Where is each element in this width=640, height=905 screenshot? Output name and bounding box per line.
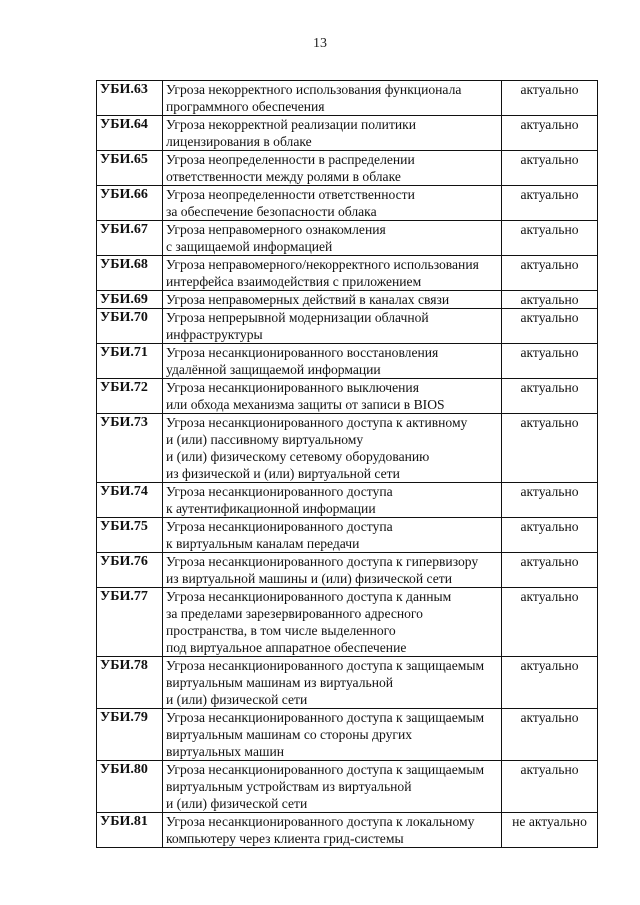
threat-description-line: Угроза несанкционированного выключения [166, 380, 419, 395]
table-row [97, 186, 598, 221]
threat-description-line: пространства, в том числе выделенного [166, 623, 396, 638]
threat-code: УБИ.69 [97, 291, 163, 309]
threat-description [163, 221, 502, 256]
threat-code: УБИ.77 [97, 588, 163, 657]
threat-description-line: виртуальным машинам со стороны других [166, 727, 413, 742]
threat-description-line: к виртуальным каналам передачи [166, 536, 360, 551]
threat-code: УБИ.63 [97, 81, 163, 116]
threat-code: УБИ.75 [97, 518, 163, 553]
threat-description [163, 588, 502, 657]
threat-description [163, 379, 502, 414]
threat-description-line: Угроза несанкционированного доступа к защищаемым [166, 658, 485, 673]
table-row [97, 256, 598, 291]
threat-status: актуально [502, 309, 598, 344]
threat-code: УБИ.71 [97, 344, 163, 379]
threat-description [163, 709, 502, 761]
threat-description [163, 256, 502, 291]
threat-description-line: Угроза некорректного использования функционала [166, 82, 462, 97]
threat-status: актуально [502, 186, 598, 221]
threat-status: актуально [502, 379, 598, 414]
threat-code: УБИ.72 [97, 379, 163, 414]
threat-description-line: Угроза несанкционированного восстановления [166, 345, 439, 360]
threat-status: актуально [502, 81, 598, 116]
threat-description-line: инфраструктуры [166, 327, 263, 342]
table-row [97, 309, 598, 344]
threat-description-line: или обхода механизма защиты от записи в BIOS [166, 397, 445, 412]
threat-description-line: Угроза неправомерного ознакомления [166, 222, 386, 237]
threat-description [163, 414, 502, 483]
threat-status: актуально [502, 709, 598, 761]
threat-description-line: компьютеру через клиента грид-системы [166, 831, 404, 846]
page-number: 13 [313, 36, 327, 51]
threat-code: УБИ.68 [97, 256, 163, 291]
threat-status: актуально [502, 588, 598, 657]
threat-status: актуально [502, 344, 598, 379]
threat-code: УБИ.65 [97, 151, 163, 186]
threat-description-line: Угроза несанкционированного доступа к данным [166, 589, 452, 604]
threat-description-line: Угроза несанкционированного доступа [166, 484, 393, 499]
threat-description-line: к аутентификационной информации [166, 501, 376, 516]
threat-description-line: Угроза неопределенности в распределении [166, 152, 415, 167]
threat-description-line: за обеспечение безопасности облака [166, 204, 377, 219]
threat-status: актуально [502, 483, 598, 518]
threat-description-line: из физической и (или) виртуальной сети [166, 466, 400, 481]
threat-description-line: ответственности между ролями в облаке [166, 169, 401, 184]
table-row [97, 813, 598, 848]
threat-description-line: Угроза несанкционированного доступа к активному [166, 415, 468, 430]
threat-description-line: Угроза непрерывной модернизации облачной [166, 310, 429, 325]
threat-description [163, 309, 502, 344]
threat-description [163, 518, 502, 553]
threat-description-line: виртуальным машинам из виртуальной [166, 675, 394, 690]
table-row [97, 291, 598, 309]
threat-code: УБИ.78 [97, 657, 163, 709]
table-row [97, 518, 598, 553]
threat-status: актуально [502, 116, 598, 151]
threat-status: актуально [502, 256, 598, 291]
threat-status: актуально [502, 657, 598, 709]
threat-description-line: интерфейса взаимодействия с приложением [166, 274, 422, 289]
threats-table-body [97, 81, 598, 848]
threat-description [163, 483, 502, 518]
threat-description-line: Угроза несанкционированного доступа к гипервизору [166, 554, 479, 569]
threat-status: актуально [502, 151, 598, 186]
threat-description-line: Угроза неопределенности ответственности [166, 187, 415, 202]
threat-code: УБИ.66 [97, 186, 163, 221]
threat-description [163, 553, 502, 588]
threat-description-line: из виртуальной машины и (или) физической сети [166, 571, 452, 586]
threat-description [163, 813, 502, 848]
threat-description [163, 291, 502, 309]
threat-description-line: Угроза некорректной реализации политики [166, 117, 417, 132]
threat-description [163, 116, 502, 151]
threat-description [163, 761, 502, 813]
threat-status: актуально [502, 761, 598, 813]
threat-description-line: и (или) физической сети [166, 796, 308, 811]
table-row [97, 761, 598, 813]
threat-code: УБИ.76 [97, 553, 163, 588]
threat-description-line: Угроза несанкционированного доступа к защищаемым [166, 762, 485, 777]
threat-code: УБИ.64 [97, 116, 163, 151]
threat-description-line: программного обеспечения [166, 99, 325, 114]
table-row [97, 221, 598, 256]
table-row [97, 483, 598, 518]
threat-description-line: Угроза неправомерных действий в каналах связи [166, 292, 450, 307]
threat-description-line: под виртуальное аппаратное обеспечение [166, 640, 407, 655]
threat-status: актуально [502, 553, 598, 588]
threat-description-line: за пределами зарезервированного адресного [166, 606, 423, 621]
threat-description-line: и (или) физическому сетевому оборудованию [166, 449, 430, 464]
threat-code: УБИ.81 [97, 813, 163, 848]
threat-status: актуально [502, 414, 598, 483]
threat-code: УБИ.70 [97, 309, 163, 344]
threat-description-line: лицензирования в облаке [166, 134, 312, 149]
threats-table [96, 80, 598, 848]
threat-status: актуально [502, 291, 598, 309]
threat-status: актуально [502, 518, 598, 553]
threat-description [163, 151, 502, 186]
threat-code: УБИ.74 [97, 483, 163, 518]
threat-code: УБИ.73 [97, 414, 163, 483]
threat-description [163, 344, 502, 379]
threat-description-line: Угроза несанкционированного доступа к локальному [166, 814, 475, 829]
threat-description-line: и (или) пассивному виртуальному [166, 432, 364, 447]
table-row [97, 657, 598, 709]
threat-code: УБИ.80 [97, 761, 163, 813]
threat-description [163, 657, 502, 709]
threat-description [163, 81, 502, 116]
threat-status: актуально [502, 221, 598, 256]
threat-description-line: Угроза неправомерного/некорректного использования [166, 257, 479, 272]
threat-description-line: с защищаемой информацией [166, 239, 333, 254]
table-row [97, 81, 598, 116]
table-row [97, 553, 598, 588]
table-row [97, 151, 598, 186]
threat-description-line: виртуальным устройствам из виртуальной [166, 779, 412, 794]
table-row [97, 709, 598, 761]
table-row [97, 344, 598, 379]
threat-description-line: Угроза несанкционированного доступа к защищаемым [166, 710, 485, 725]
threat-description [163, 186, 502, 221]
threat-description-line: Угроза несанкционированного доступа [166, 519, 393, 534]
threat-description-line: удалённой защищаемой информации [166, 362, 381, 377]
table-row [97, 588, 598, 657]
threat-code: УБИ.79 [97, 709, 163, 761]
threat-status: не актуально [502, 813, 598, 848]
table-row [97, 414, 598, 483]
threat-description-line: и (или) физической сети [166, 692, 308, 707]
table-row [97, 379, 598, 414]
threat-code: УБИ.67 [97, 221, 163, 256]
table-row [97, 116, 598, 151]
threat-description-line: виртуальных машин [166, 744, 284, 759]
